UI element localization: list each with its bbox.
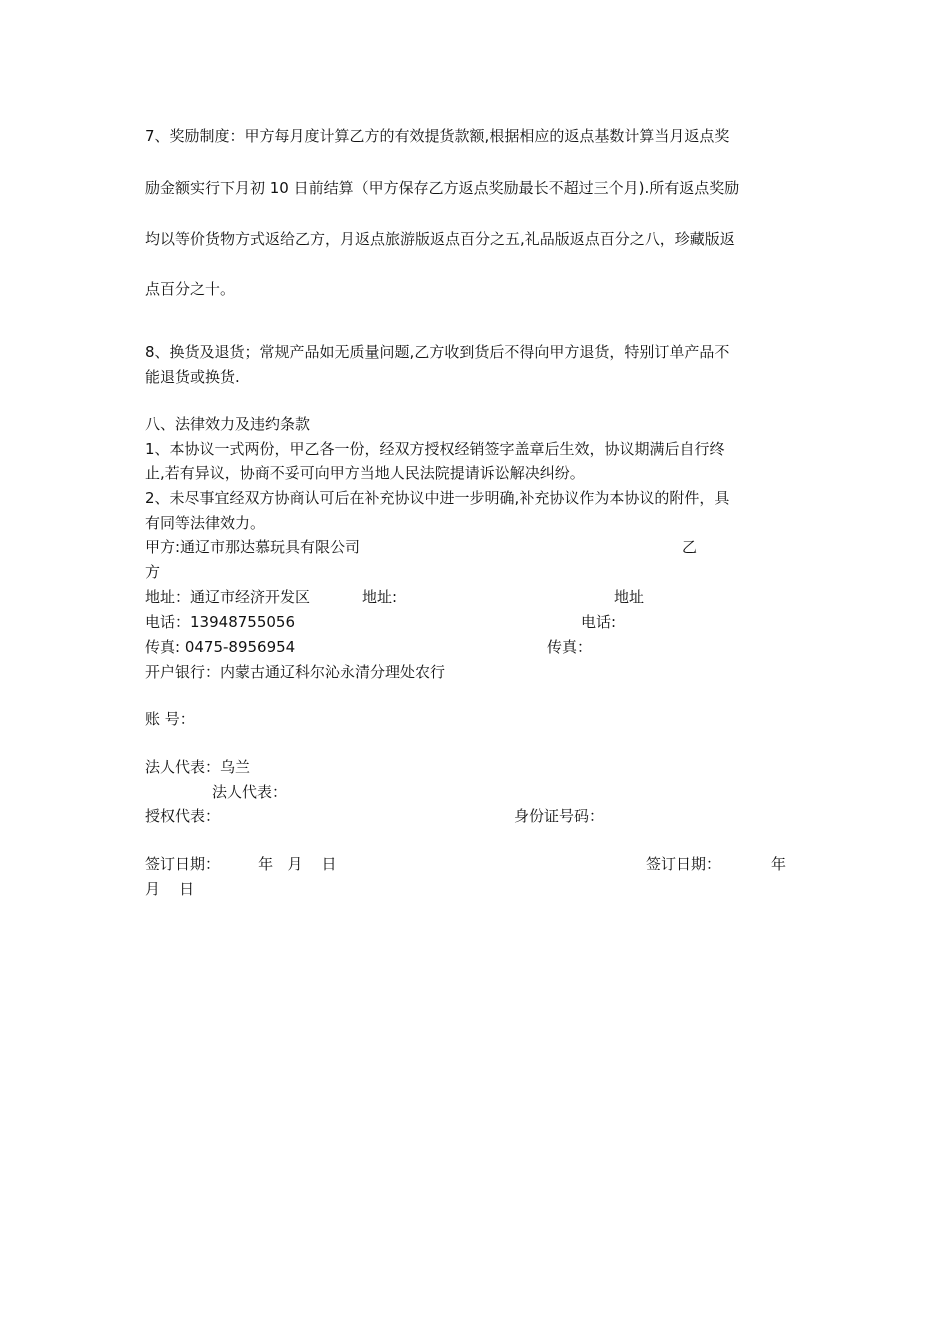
clause-7-line-2: 励金额实行下月初 10 日前结算（甲方保存乙方返点奖励最长不超过三个月).所有返点奖励: [145, 179, 740, 197]
section-item-2-line-2: 有同等法律效力。: [145, 514, 266, 532]
party-b-sign-date-label: 签订日期：: [646, 855, 722, 873]
party-a-phone-label: 电话：: [145, 613, 191, 631]
party-b-phone: 电话:: [581, 613, 617, 631]
party-b-sign-date-year: 年: [771, 855, 787, 873]
clause-7-line-1: 7、奖励制度：甲方每月度计算乙方的有效提货款额,根据相应的返点基数计算当月返点奖: [145, 127, 730, 145]
section-item-1-line-2: 止,若有异议，协商不妥可向甲方当地人民法院提请诉讼解决纠纷。: [145, 464, 585, 482]
account-number: 账 号：: [145, 710, 195, 728]
id-number: 身份证号码：: [514, 807, 605, 825]
party-b-legal-rep: 法人代表：: [212, 783, 288, 801]
party-b-address: 地址:: [362, 588, 398, 606]
party-b-fax: 传真：: [547, 638, 593, 656]
section-heading: 八、法律效力及违约条款: [145, 415, 311, 433]
party-a-fax-value: 0475-8956954: [184, 638, 296, 656]
clause-8-line-1: 8、换货及退货；常规产品如无质量问题,乙方收到货后不得向甲方退货，特别订单产品不: [145, 343, 730, 361]
party-a-fax: [145, 637, 295, 657]
party-b-sign-date-rest: 月 日: [145, 880, 195, 898]
clause-7-line-3: 均以等价货物方式返给乙方，月返点旅游版返点百分之五,礼品版返点百分之八，珍藏版返: [145, 230, 735, 248]
party-a-phone: [145, 612, 295, 632]
clause-8-line-2: 能退货或换货.: [145, 368, 240, 386]
party-a-fax-label: 传真:: [145, 638, 185, 656]
party-a-address: 地址：通辽市经济开发区: [145, 588, 311, 606]
clause-7-line-4: 点百分之十。: [145, 280, 236, 298]
section-item-2-line-1: 2、未尽事宜经双方协商认可后在补充协议中进一步明确,补充协议作为本协议的附件，具: [145, 489, 730, 507]
section-item-1-line-1: 1、本协议一式两份，甲乙各一份，经双方授权经销签字盖章后生效，协议期满后自行终: [145, 440, 725, 458]
third-address: 地址: [614, 588, 645, 606]
bank-account-bank: 开户银行：内蒙古通辽科尔沁永清分理处农行: [145, 663, 446, 681]
authorized-rep: 授权代表：: [145, 807, 221, 825]
party-b-label-1: 乙: [682, 538, 698, 556]
party-a-name: 甲方:通辽市那达慕玩具有限公司: [145, 538, 361, 556]
party-a-phone-value: 13948755056: [190, 613, 295, 631]
party-a-sign-date: 签订日期： 年 月 日: [145, 855, 337, 873]
party-b-label-2: 方: [145, 563, 161, 581]
party-a-legal-rep: 法人代表：乌兰: [145, 758, 251, 776]
